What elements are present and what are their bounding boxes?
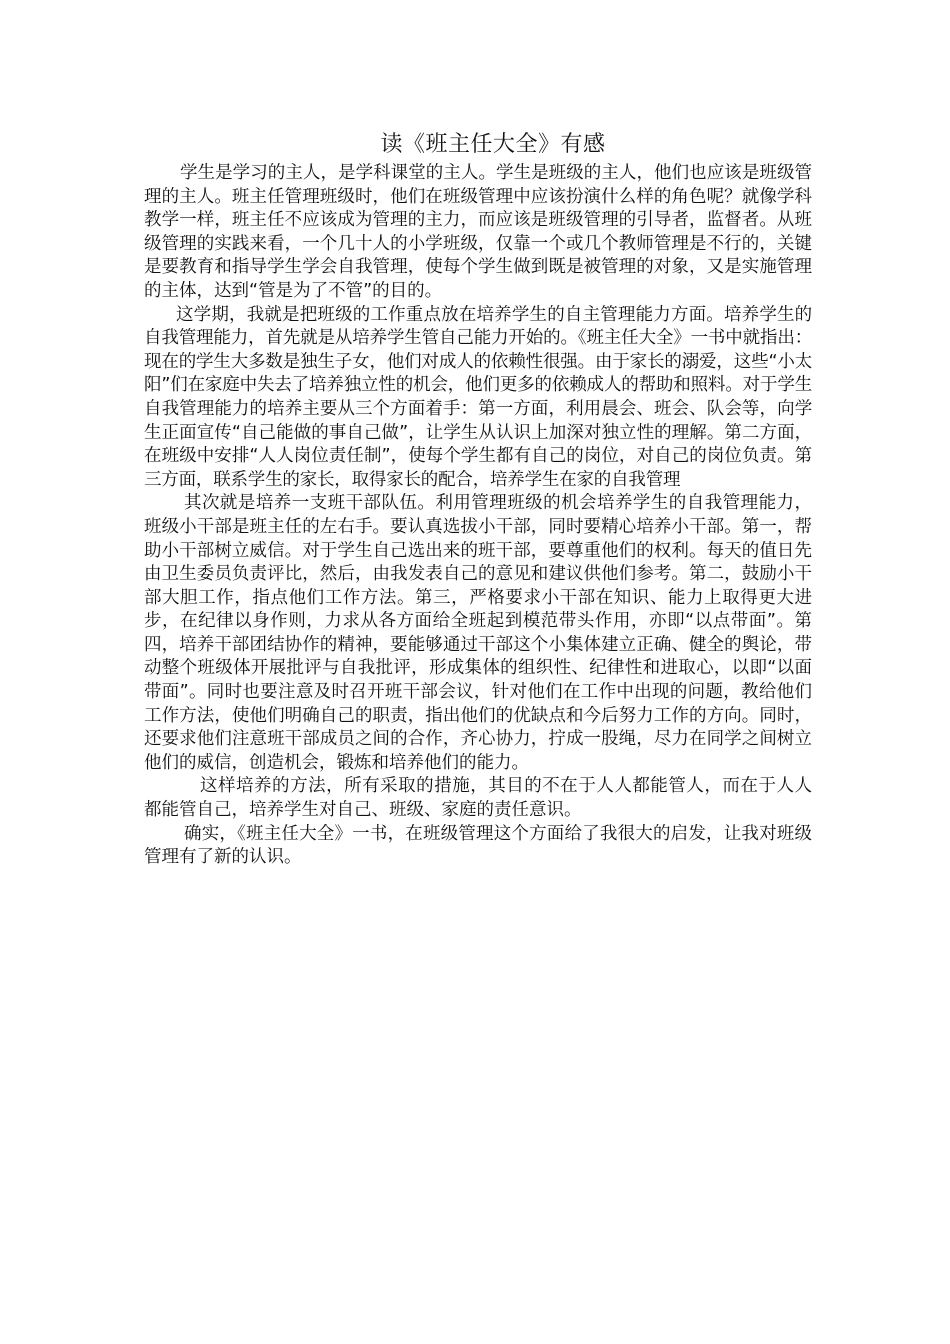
document-body [144, 128, 812, 870]
paragraph-1: 学生是学习的主人，是学科课堂的主人。学生是班级的主人，他们也应该是班级管理的主人。班主任管理班级时，他们在班级管理中应该扮演什么样的角色呢？就像学科教学一样，班主任不应该成为管理的主力，而应该是班级管理的引导者，监督者。从班级管理的实践来看，一个几十人的小学班级，仅靠一个或几个教师管理是不行的，关键是要教育和指导学生学会自我管理，使每个学生做到既是被管理的对象，又是实施管理的主体，达到“管是为了不管”的目的。 [144, 163, 812, 301]
paragraph-3: 其次就是培养一支班干部队伍。利用管理班级的机会培养学生的自我管理能力，班级小干部是班主任的左右手。要认真选拔小干部，同时要精心培养小干部。第一，帮助小干部树立威信。对于学生自己选出来的班干部，要尊重他们的权利。每天的值日先由卫生委员负责评比，然后，由我发表自己的意见和建议供他们参考。第二，鼓励小干部大胆工作，指点他们工作方法。第三，严格要求小干部在知识、能力上取得更大进步，在纪律以身作则，力求从各方面给全班起到模范带头作用，亦即“以点带面”。第四，培养干部团结协作的精神，要能够通过干部这个小集体建立正确、健全的舆论，带动整个班级体开展批评与自我批评，形成集体的组织性、纪律性和进取心，以即“以面带面”。同时也要注意及时召开班干部会议，针对他们在工作中出现的问题，教给他们工作方法，使他们明确自己的职责，指出他们的优缺点和今后努力工作的方向。同时，还要求他们注意班干部成员之间的合作，齐心协力，拧成一股绳，尽力在同学之间树立他们的威信，创造机会，锻炼和培养他们的能力。 [144, 493, 812, 773]
paragraph-5: 确实，《班主任大全》一书，在班级管理这个方面给了我很大的启发，让我对班级管理有了新的认识。 [144, 823, 812, 868]
document-title: 读《班主任大全》有感 [380, 132, 606, 157]
paragraph-2: 这学期，我就是把班级的工作重点放在培养学生的自主管理能力方面。培养学生的自我管理能力，首先就是从培养学生管自己能力开始的。《班主任大全》一书中就指出：现在的学生大多数是独生子女，他们对成人的依赖性很强。由于家长的溺爱，这些“小太阳”们在家庭中失去了培养独立性的机会，他们更多的依赖成人的帮助和照料。对于学生自我管理能力的培养主要从三个方面着手：第一方面，利用晨会、班会、队会等，向学生正面宣传“自己能做的事自己做”，让学生从认识上加深对独立性的理解。第二方面，在班级中安排“人人岗位责任制”，使每个学生都有自己的岗位，对自己的岗位负责。第三方面，联系学生的家长，取得家长的配合，培养学生在家的自我管理 [144, 304, 812, 490]
paragraph-4: 这样培养的方法，所有采取的措施，其目的不在于人人都能管人，而在于人人都能管自己，培养学生对自己、班级、家庭的责任意识。 [144, 776, 812, 821]
